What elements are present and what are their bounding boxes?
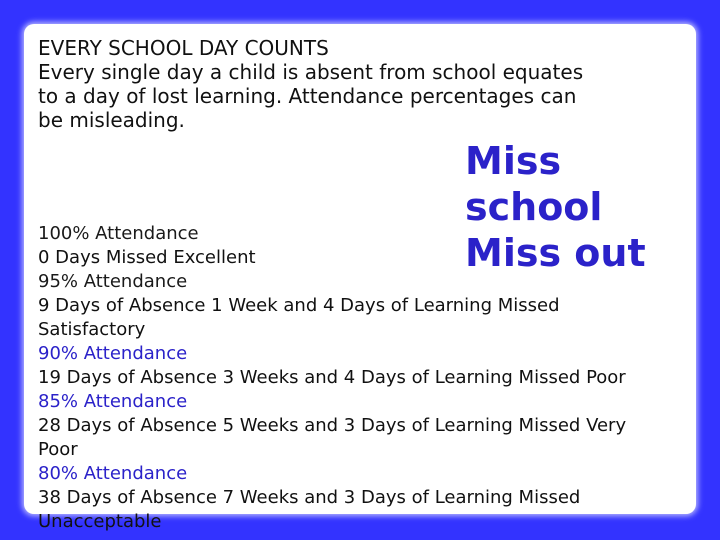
intro-line: to a day of lost learning. Attendance percentages can bbox=[38, 84, 577, 108]
attendance-level-heading: 90% Attendance bbox=[38, 343, 188, 364]
attendance-level-detail: 28 Days of Absence 5 Weeks and 3 Days of Learning Missed Very bbox=[38, 415, 627, 436]
attendance-level-heading: 80% Attendance bbox=[38, 463, 188, 484]
intro-text bbox=[38, 36, 678, 132]
attendance-level-heading: 100% Attendance bbox=[38, 223, 199, 244]
attendance-level-detail: 19 Days of Absence 3 Weeks and 4 Days of Learning Missed Poor bbox=[38, 367, 626, 388]
page-title: EVERY SCHOOL DAY COUNTS bbox=[38, 36, 329, 60]
slogan-line: Miss out bbox=[465, 231, 646, 275]
attendance-level-detail: Unacceptable bbox=[38, 511, 162, 532]
attendance-level-detail: 0 Days Missed Excellent bbox=[38, 247, 256, 268]
slogan-line: Miss bbox=[465, 139, 562, 183]
attendance-level-detail: 38 Days of Absence 7 Weeks and 3 Days of Learning Missed bbox=[38, 487, 581, 508]
attendance-levels-list bbox=[38, 222, 688, 534]
attendance-level-detail: 9 Days of Absence 1 Week and 4 Days of Learning Missed bbox=[38, 295, 560, 316]
intro-line: Every single day a child is absent from school equates bbox=[38, 60, 584, 84]
attendance-level-heading: 95% Attendance bbox=[38, 271, 188, 292]
intro-line: be misleading. bbox=[38, 108, 185, 132]
attendance-level-heading: 85% Attendance bbox=[38, 391, 188, 412]
content-card bbox=[24, 24, 696, 532]
attendance-level-detail: Poor bbox=[38, 439, 78, 460]
attendance-level-detail: Satisfactory bbox=[38, 319, 146, 340]
slogan-line: school bbox=[465, 185, 603, 229]
